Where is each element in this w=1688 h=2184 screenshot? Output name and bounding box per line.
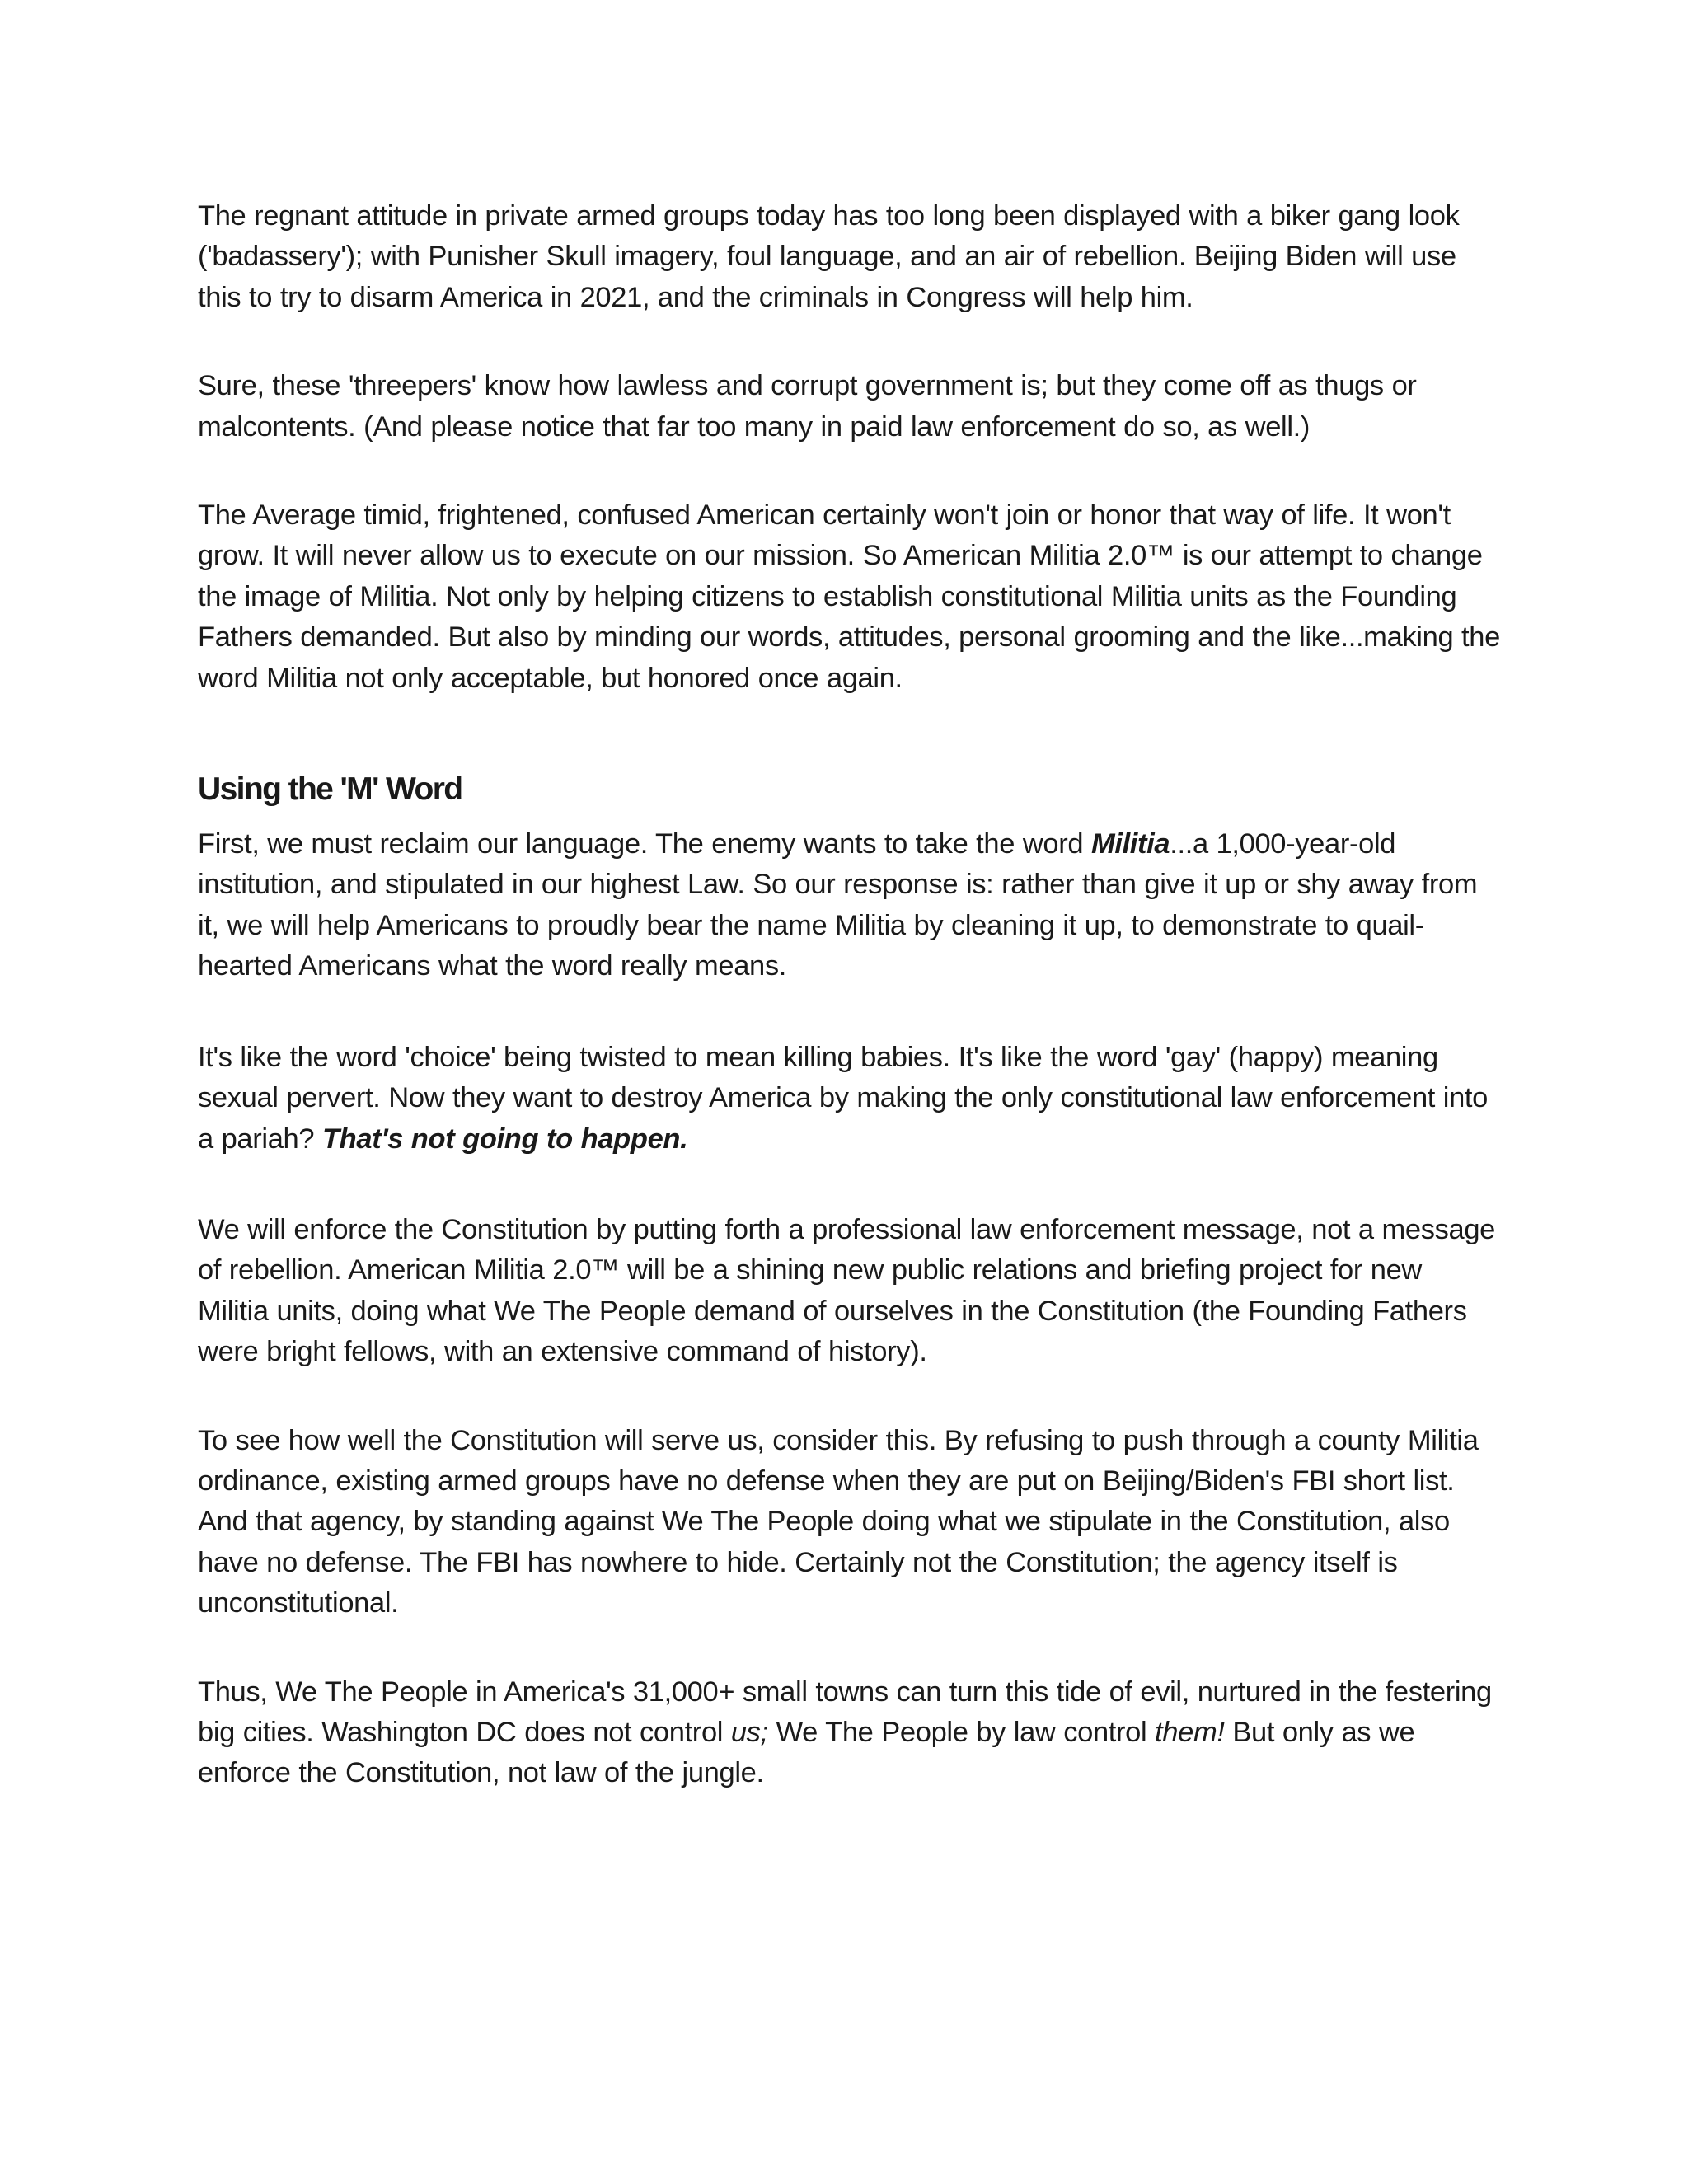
emphasis-them: them!	[1155, 1716, 1225, 1748]
emphasis-us: us;	[730, 1716, 768, 1748]
paragraph-reclaim-language-text-2: ...a 1,000-year-old institution, and stipulated in our highest Law. So our response is: rather than give it up or shy away from it, we will help Americans to proudly bear the name Militia by cleaning it up, to demonstrate to quail-hearted Americans what the word really means.	[198, 828, 1478, 982]
emphasis-not-going-to-happen: That's not going to happen.	[321, 1122, 688, 1155]
section-heading: Using the 'M' Word	[198, 771, 462, 808]
paragraph-small-towns-text-3: But only as we enforce the Constitution, not law of the jungle.	[198, 1716, 1415, 1789]
document-body	[198, 196, 1500, 1794]
paragraph-average-american: The Average timid, frightened, confused American certainly won't join or honor that way of life. It won't grow. It will never allow us to execute on our mission. So American Militia 2.0™ is our attempt to change the image of Militia. Not only by helping citizens to establish constitutional Militia units as the Founding Fathers demanded. But also by minding our words, attitudes, personal grooming and the like...making the word Militia not only acceptable, but honored once again.	[198, 499, 1500, 694]
paragraph-regnant-attitude: The regnant attitude in private armed groups today has too long been displayed with a biker gang look ('badassery'); with Punisher Skull imagery, foul language, and an air of rebellion. Beijing Biden will use this to try to disarm America in 2021, and the criminals in Congress will help him.	[198, 200, 1460, 313]
paragraph-threepers: Sure, these 'threepers' know how lawless and corrupt government is; but they come off as thugs or malcontents. (And please notice that far too many in paid law enforcement do so, as well.)	[198, 370, 1417, 443]
paragraph-county-ordinance: To see how well the Constitution will serve us, consider this. By refusing to push through a county Militia ordinance, existing armed groups have no defense when they are put on Beijing/Biden's FBI short list. And that agency, by standing against We The People doing what we stipulate in the Constitution, also have no defense. The FBI has nowhere to hide. Certainly not the Constitution; the agency itself is unconstitutional.	[198, 1424, 1479, 1619]
paragraph-word-twisting	[198, 1038, 1500, 1160]
paragraph-small-towns-text-2: We The People by law control	[767, 1716, 1156, 1748]
paragraph-enforce-constitution: We will enforce the Constitution by putting forth a professional law enforcement message, not a message of rebellion. American Militia 2.0™ will be a shining new public relations and briefing project for new Militia units, doing what We The People demand of ourselves in the Constitution (the Founding Fathers were bright fellows, with an extensive command of history).	[198, 1213, 1495, 1368]
paragraph-small-towns-text-1: Thus, We The People in America's 31,000+ small towns can turn this tide of evil, nurtured in the festering big cities. Washington DC does not control	[198, 1675, 1492, 1748]
paragraph-reclaim-language-text-1: First, we must reclaim our language. The enemy wants to take the word	[198, 828, 1091, 860]
paragraph-small-towns	[198, 1672, 1500, 1794]
paragraph-reclaim-language	[198, 824, 1500, 987]
paragraph-word-twisting-text: It's like the word 'choice' being twisted to mean killing babies. It's like the word 'gay' (happy) meaning sexual pervert. Now they want to destroy America by making the only constitutional law enforcement into a pariah?	[198, 1041, 1488, 1155]
emphasis-militia: Militia	[1090, 828, 1170, 860]
